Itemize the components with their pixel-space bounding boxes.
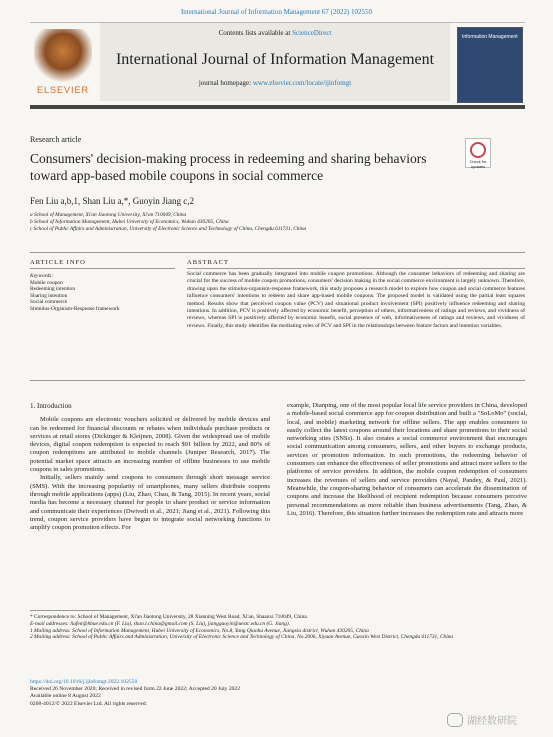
- contents-line: [100, 29, 450, 37]
- footnotes: [30, 614, 525, 641]
- check-for-updates-label: Check for updates: [469, 159, 487, 169]
- watermark: [447, 712, 517, 727]
- abstract-heading: ABSTRACT: [187, 259, 229, 266]
- affiliation-b: b School of Information Management, Hubei University of Economics, Wuhan 430205, China: [30, 219, 229, 225]
- affiliations: [30, 212, 306, 233]
- abstract-text: Social commerce has been gradually integrated into mobile coupon promotions. Although the consumer behaviors of redeeming and sharing are crucial for the success of mobile coupon promotions, consumers' decision making in the social commerce environment is largely unknown. Therefore, drawing upon the stimulus-organism-response framework, this study proposes a research model to explore how coupon and social commerce features influence consumers' intentions to redeem and share app-based mobile coupons. The proposed model is validated using the partial least squares method. Results show that perceived coupon value (PCV) and situational product involvement (SPI) positively influence redeeming and sharing intentions. In addition, PCV is positively affected by economic benefit, perception of others, informativeness of ratings and reviews, and vividness of reviews, whereas SPI is positively affected by economic benefit, social presence of web, informativeness of ratings and reviews, and vividness of reviews. Finally, this study identifies the mediating roles of PCV and SPI in the relationships between feature factors and intention variables.: [187, 271, 525, 329]
- homepage-line: [100, 79, 450, 87]
- affiliation-c: c School of Public Affairs and Administration, University of Electronic Science and Technology of China, Chengdu 611731, China: [30, 226, 307, 232]
- homepage-prefix: journal homepage:: [198, 79, 252, 87]
- keywords-label: Keywords:: [30, 273, 54, 279]
- paragraph: example, Dianping, one of the most popular local life service providers in China, developed a mobile-based social commerce app for coupon distribution and built a "SoLoMo" (social, local, and mobile) marketing network for offline sellers. The app enables consumers to easily collect the latest coupons around their locations and share promotions to their social networking sites (SNSs). It also creates a social commerce environment that encourages social communication among consumers, sellers, and other buyers to exchange products, services or promotion information. In such promotions, the redeeming behavior of consumers can enhance the effectiveness of seller promotions and attract more sellers to the platforms of service providers. In addition, the mobile coupon redemption of consumers increases the revenues of sellers and service providers (Nayal, Pandey, & Paul, 2021). Meanwhile, the coupon-sharing behavior of consumers can accelerate the dissemination of coupons and increase the likelihood of recipient redemption because consumers perceive personal recommendations as more reliable than business advertisements (Tang, Zhao, & Liu, 2016). Therefore, this situation further increases the redemption rate and attracts more: [287, 402, 527, 517]
- cover-title: Information Management: [462, 34, 518, 40]
- publication-info: [30, 679, 240, 708]
- body-left-column: [30, 402, 270, 532]
- divider: [30, 268, 175, 269]
- elsevier-tree-icon: [34, 29, 92, 85]
- paragraph: Initially, sellers mainly send coupons to consumers through short message service (SMS). With the increasing popularity of smartphones, many sellers distribute coupons through mobile applications (apps) (Liu, Zhao, Chau, & Tang, 2015). In recent years, social media has become a necessary channel for people to share product or service information and communicate their experiences (Dwivedi et al., 2021; Jiang et al., 2021). Following this trend, coupon service providers have begun to integrate social networking functions to amplify coupon promotion effects. For: [30, 474, 270, 532]
- contents-prefix: Contents lists available at: [218, 29, 291, 37]
- footnote-divider: [30, 610, 120, 611]
- article-info-heading: ARTICLE INFO: [30, 259, 86, 266]
- footnote-emails: E-mail addresses: liufen@hbue.edu.cn (F. Liu), shan.l.china@gmail.com (S. Liu), jiangguoyin@uestc.edu.cn (G. Jiang).: [30, 620, 290, 627]
- footnote-corresponding: * Correspondence to: School of Management, Xi'an Jiaotong University, 28 Xianning West Road, Xi'an, Shaanxi 710049, China.: [30, 614, 309, 620]
- elsevier-logo-text: ELSEVIER: [36, 85, 90, 95]
- homepage-link[interactable]: www.elsevier.com/locate/ijinfomgt: [252, 79, 352, 87]
- footnote-1: 1 Mailing address: School of Information Management, Hubei University of Economics, No.8, Yang Qiaohu Avenue, Jiangxia district, Wuhan 430205, China: [30, 627, 369, 634]
- article-type: Research article: [30, 135, 82, 144]
- keywords-block: [30, 273, 120, 313]
- author-list: Fen Liu a,b,1, Shan Liu a,*, Guoyin Jiang c,2: [30, 196, 194, 206]
- keyword-item: Social commerce: [30, 299, 68, 306]
- wechat-icon: [447, 713, 463, 727]
- check-for-updates-badge[interactable]: [465, 138, 491, 168]
- journal-citation-link[interactable]: International Journal of Information Management 67 (2022) 102550: [180, 8, 373, 16]
- sciencedirect-link[interactable]: ScienceDirect: [292, 29, 332, 37]
- divider: [30, 252, 525, 253]
- body-right-column: [287, 402, 527, 518]
- affiliation-a: a School of Management, Xi'an Jiaotong University, Xi'an 710049, China: [30, 212, 187, 218]
- elsevier-logo: [34, 29, 92, 99]
- keyword-item: Redeeming intention: [30, 286, 76, 293]
- received-dates: Received 26 November 2020; Received in revised form 22 June 2022; Accepted 20 July 2022: [30, 686, 241, 693]
- doi-link[interactable]: https://doi.org/10.1016/j.ijinfomgt.2022.102550: [30, 679, 138, 685]
- keyword-item: Mobile coupon: [30, 279, 63, 286]
- copyright: 0268-4012/© 2022 Elsevier Ltd. All rights reserved.: [30, 700, 148, 707]
- journal-banner: [100, 23, 450, 101]
- divider: [187, 268, 525, 269]
- footnote-2: 2 Mailing address: School of Public Affairs and Administration, University of Electronic Science and Technology of China, No.2006, Xiyuan Avenue, Gaoxin West District, Chengdu 611731, China: [30, 634, 454, 641]
- watermark-text: 湖经数研院: [467, 716, 517, 727]
- journal-header: [30, 22, 525, 109]
- keyword-item: Stimulus-Organism-Response framework: [30, 305, 120, 312]
- journal-cover-image: [457, 27, 523, 103]
- divider: [30, 380, 525, 381]
- paragraph: Mobile coupons are electronic vouchers solicited or delivered by mobile devices and can be redeemed for financial discounts or rebates when individuals purchase products or services at retail stores (Dickinger & Kleijnen, 2008). Given the widespread use of mobile devices, digital coupon redemption is expected to reach $91 billion by 2022, and 80% of coupon redemptions are attributed to mobile channels (Juniper Research, 2017). The potential market space attracts an increasing number of offline businesses to use mobile coupons in sales promotions.: [30, 416, 270, 474]
- crossmark-icon: [470, 142, 486, 158]
- journal-title: International Journal of Information Management: [115, 51, 435, 68]
- keyword-item: Sharing intention: [30, 292, 68, 299]
- section-heading: 1. Introduction: [30, 402, 72, 410]
- online-date: Available online 8 August 2022: [30, 693, 101, 700]
- article-title: Consumers' decision-making process in redeeming and sharing behaviors toward app-based mobile coupons in social commerce: [30, 151, 427, 183]
